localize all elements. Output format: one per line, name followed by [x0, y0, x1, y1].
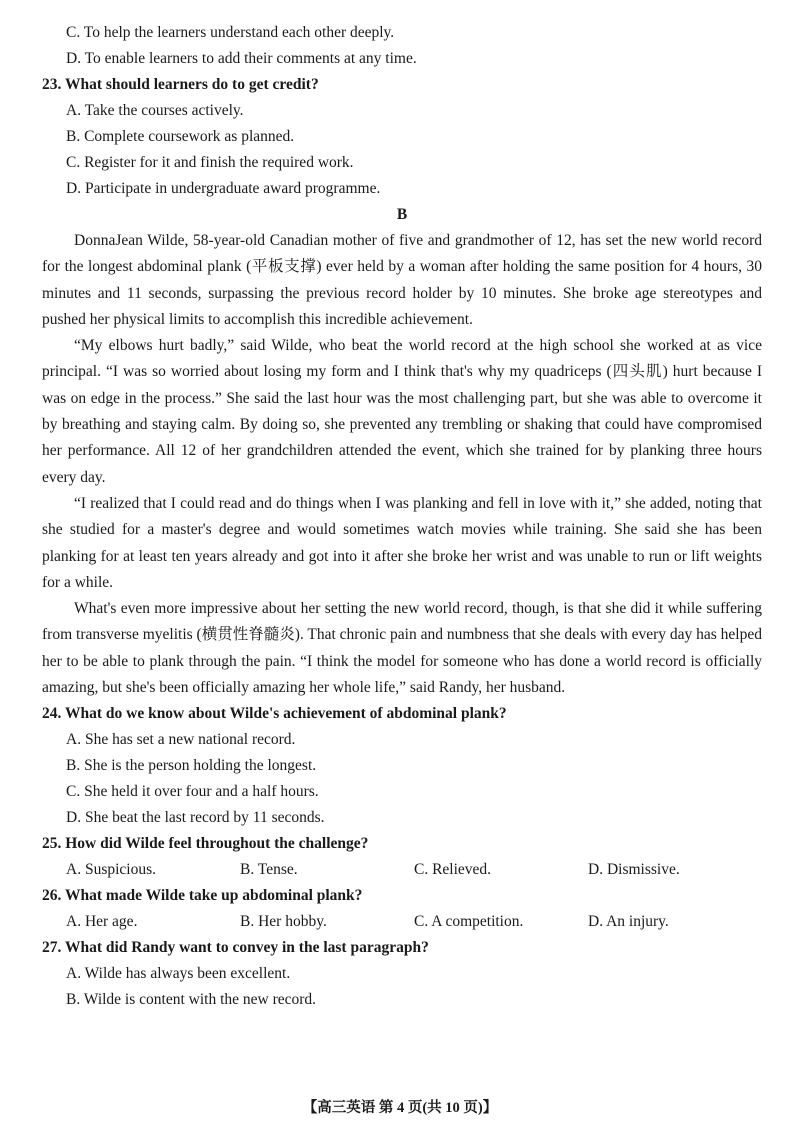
- passage-paragraph-4: What's even more impressive about her setting the new world record, though, is that she did it while suffering from transverse myelitis (横贯性脊髓炎). That chronic pain and numbness that she deals with every day has helped her to be able to plank through the pain. “I think the model for someone who has done a world record is officially amazing, but she's been officially amazing her whole life,” said Randy, her husband.: [42, 600, 762, 697]
- q24-option-b: B. She is the person holding the longest.: [66, 757, 317, 775]
- q23-option-c: C. Register for it and finish the required work.: [66, 154, 354, 171]
- q27-option-a: A. Wilde has always been excellent.: [66, 965, 291, 983]
- q24-option-a: A. She has set a new national record.: [66, 731, 296, 749]
- q26-options: [42, 909, 762, 935]
- q23-option-b: B. Complete coursework as planned.: [66, 128, 295, 145]
- q23-stem: 23. What should learners do to get credit?: [42, 76, 319, 93]
- q23-option-a: A. Take the courses actively.: [66, 102, 244, 119]
- passage-paragraph-2: “My elbows hurt badly,” said Wilde, who beat the world record at the high school she worked at as vice principal. “I was so worried about losing my form and I think that's why my quadriceps (四头肌) hurt because I was on edge in the process.” She said the last hour was the most challenging part, but she was able to overcome it by breathing and staying calm. By doing so, she prevented any trembling or shaking that could have compromised her performance. All 12 of her grandchildren attended the event, which she trained for by planking three hours every day.: [42, 337, 762, 486]
- q22-option-c: C. To help the learners understand each other deeply.: [66, 24, 395, 41]
- q26-option-c: C. A competition.: [414, 913, 524, 931]
- q22-option-d: D. To enable learners to add their comments at any time.: [66, 50, 417, 67]
- passage-paragraph-1: DonnaJean Wilde, 58-year-old Canadian mother of five and grandmother of 12, has set the new world record for the longest abdominal plank (平板支撑) ever held by a woman after holding the same position for 4 hours, 30 minutes and 11 seconds, surpassing the previous record holder by 10 minutes. She broke age stereotypes and pushed her physical limits to accomplish this incredible achievement.: [42, 232, 762, 328]
- passage-paragraph-3: “I realized that I could read and do things when I was planking and fell in love with it,” she added, noting that she studied for a master's degree and would sometimes watch movies while training. She said she has been planking for at least ten years already and got into it after she broke her wrist and was unable to run or lift weights for a while.: [42, 494, 762, 591]
- q27-stem: 27. What did Randy want to convey in the last paragraph?: [42, 939, 429, 957]
- q25-option-b: B. Tense.: [240, 861, 298, 879]
- q24-option-d: D. She beat the last record by 11 seconds.: [66, 809, 325, 827]
- section-b-heading: B: [396, 206, 408, 223]
- q25-stem: 25. How did Wilde feel throughout the challenge?: [42, 835, 369, 853]
- q26-stem: 26. What made Wilde take up abdominal plank?: [42, 887, 363, 905]
- q25-option-d: D. Dismissive.: [588, 861, 680, 879]
- q27-option-b: B. Wilde is content with the new record.: [66, 991, 317, 1009]
- q26-option-b: B. Her hobby.: [240, 913, 327, 931]
- q26-option-a: A. Her age.: [66, 913, 138, 931]
- q24-option-c: C. She held it over four and a half hours.: [66, 783, 319, 801]
- exam-page: [42, 20, 762, 1013]
- q25-option-a: A. Suspicious.: [66, 861, 156, 879]
- q23-option-d: D. Participate in undergraduate award programme.: [66, 180, 381, 197]
- page-footer: 【高三英语 第 4 页(共 10 页)】: [302, 1100, 498, 1116]
- q26-option-d: D. An injury.: [588, 913, 669, 931]
- q24-stem: 24. What do we know about Wilde's achievement of abdominal plank?: [42, 705, 507, 723]
- q25-option-c: C. Relieved.: [414, 861, 492, 879]
- q25-options: [42, 857, 762, 883]
